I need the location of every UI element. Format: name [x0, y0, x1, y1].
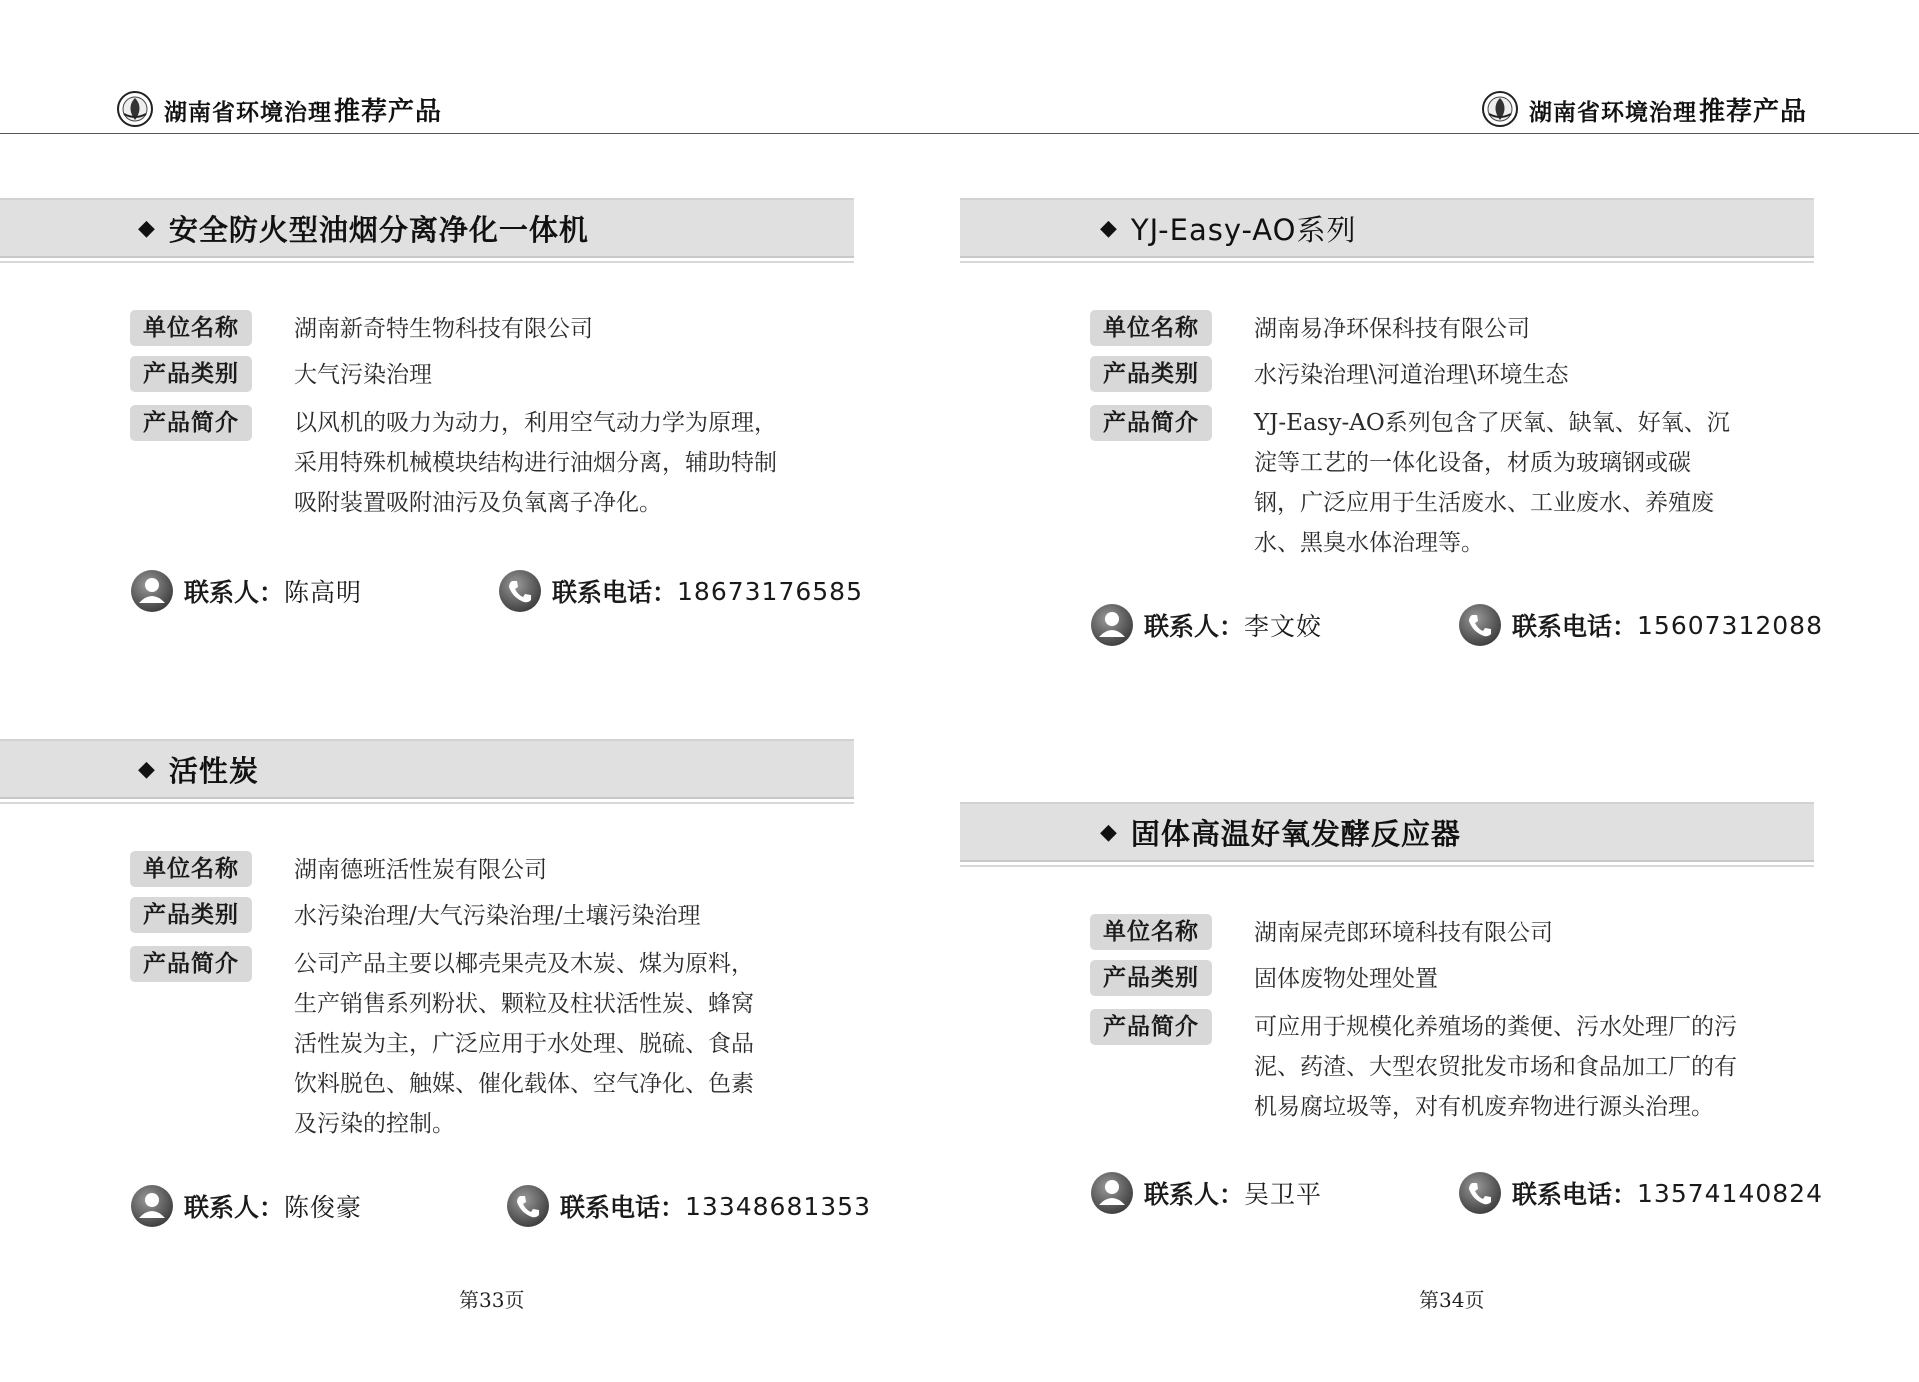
product-section [960, 198, 1823, 658]
category-label: 产品类别 [1090, 356, 1212, 392]
product-intro: YJ-Easy-AO系列包含了厌氧、缺氧、好氧、沉 淀等工艺的一体化设备，材质为玻璃钢或碳 钢，广泛应用于生活废水、工业废水、养殖废 水、黑臭水体治理等。 [1254, 410, 1730, 556]
phone-number: 13574140824 [1637, 1178, 1823, 1208]
person-icon [1090, 603, 1134, 647]
header-brand-right [1481, 88, 1807, 130]
phone-label: 联系电话： [552, 578, 678, 607]
phone-icon [1458, 1171, 1502, 1215]
phone-label: 联系电话： [560, 1193, 686, 1222]
category-row [130, 356, 432, 394]
contact-person: 李文姣 [1244, 612, 1323, 641]
logo-icon [1481, 90, 1519, 128]
page-number-right: 第34页 [1419, 1288, 1485, 1312]
unit-label: 单位名称 [130, 310, 252, 346]
diamond-bullet-icon: ◆ [1100, 819, 1117, 845]
product-title: 活性炭 [168, 753, 259, 788]
company-row [130, 310, 593, 348]
product-intro: 可应用于规模化养殖场的粪便、污水处理厂的污 泥、药渣、大型农贸批发市场和食品加工厂的有 机易腐垃圾等，对有机废弃物进行源头治理。 [1254, 1014, 1737, 1120]
diamond-bullet-icon: ◆ [1100, 215, 1117, 241]
phone-group [1458, 1171, 1823, 1215]
company-name: 湖南新奇特生物科技有限公司 [294, 316, 593, 342]
phone-icon [1458, 603, 1502, 647]
diamond-bullet-icon: ◆ [138, 215, 155, 241]
contact-label: 联系人： [184, 578, 285, 607]
product-title: YJ-Easy-AO系列 [1130, 212, 1357, 247]
category-label: 产品类别 [1090, 960, 1212, 996]
intro-label: 产品简介 [1090, 405, 1212, 441]
intro-row [1090, 405, 1810, 563]
unit-label: 单位名称 [130, 851, 252, 887]
phone-label: 联系电话： [1512, 1180, 1638, 1209]
company-row [1090, 914, 1553, 952]
brand-title: 湖南省环境治理推荐产品 [1529, 96, 1808, 127]
product-category: 水污染治理\河道治理\环境生态 [1254, 362, 1569, 388]
header-divider [0, 133, 1919, 134]
category-row [1090, 960, 1438, 998]
section-header [0, 739, 854, 799]
company-name: 湖南易净环保科技有限公司 [1254, 316, 1530, 342]
category-row [1090, 356, 1569, 394]
person-icon [1090, 1171, 1134, 1215]
product-title: 固体高温好氧发酵反应器 [1130, 816, 1461, 851]
header-brand-left [116, 88, 442, 130]
product-section [0, 198, 863, 628]
company-name: 湖南屎壳郎环境科技有限公司 [1254, 920, 1553, 946]
intro-row [1090, 1009, 1810, 1127]
contact-row [1090, 602, 1823, 648]
category-label: 产品类别 [130, 897, 252, 933]
contact-person: 陈俊豪 [284, 1193, 363, 1222]
phone-group [1458, 603, 1823, 647]
phone-number: 18673176585 [677, 576, 863, 606]
company-row [130, 851, 547, 889]
product-section [960, 802, 1823, 1222]
unit-label: 单位名称 [1090, 310, 1212, 346]
phone-icon [506, 1184, 550, 1228]
diamond-bullet-icon: ◆ [138, 756, 155, 782]
logo-icon [116, 90, 154, 128]
contact-row [130, 568, 863, 614]
contact-label: 联系人： [184, 1193, 285, 1222]
category-label: 产品类别 [130, 356, 252, 392]
product-intro: 公司产品主要以椰壳果壳及木炭、煤为原料， 生产销售系列粉状、颗粒及柱状活性炭、蜂窝 活性炭为主，广泛应用于水处理、脱硫、食品 饮料脱色、触媒、催化载体、空气净化、色素 及污染的控制。 [294, 951, 754, 1137]
product-section [0, 739, 871, 1239]
product-category: 大气污染治理 [294, 362, 432, 388]
contact-row [1090, 1170, 1823, 1216]
intro-label: 产品简介 [130, 946, 252, 982]
company-name: 湖南德班活性炭有限公司 [294, 857, 547, 883]
section-header [960, 802, 1814, 862]
phone-icon [498, 569, 542, 613]
section-header [960, 198, 1814, 258]
product-category: 水污染治理/大气污染治理/土壤污染治理 [294, 903, 701, 929]
person-icon [130, 569, 174, 613]
product-category: 固体废物处理处置 [1254, 966, 1438, 992]
phone-number: 15607312088 [1637, 610, 1823, 640]
intro-row [130, 405, 850, 523]
person-icon [130, 1184, 174, 1228]
contact-row [130, 1183, 871, 1229]
phone-group [506, 1184, 871, 1228]
company-row [1090, 310, 1530, 348]
phone-label: 联系电话： [1512, 612, 1638, 641]
contact-person: 吴卫平 [1244, 1180, 1323, 1209]
page-number-left: 第33页 [459, 1288, 525, 1312]
section-header [0, 198, 854, 258]
contact-person: 陈高明 [284, 578, 363, 607]
brand-title: 湖南省环境治理推荐产品 [164, 96, 443, 127]
category-row [130, 897, 701, 935]
phone-number: 13348681353 [685, 1191, 871, 1221]
intro-row [130, 946, 850, 1144]
product-title: 安全防火型油烟分离净化一体机 [168, 212, 589, 247]
phone-group [498, 569, 863, 613]
contact-label: 联系人： [1144, 612, 1245, 641]
intro-label: 产品简介 [1090, 1009, 1212, 1045]
product-intro: 以风机的吸力为动力，利用空气动力学为原理， 采用特殊机械模块结构进行油烟分离，辅助特制 吸附装置吸附油污及负氧离子净化。 [294, 410, 777, 516]
intro-label: 产品简介 [130, 405, 252, 441]
contact-label: 联系人： [1144, 1180, 1245, 1209]
unit-label: 单位名称 [1090, 914, 1212, 950]
